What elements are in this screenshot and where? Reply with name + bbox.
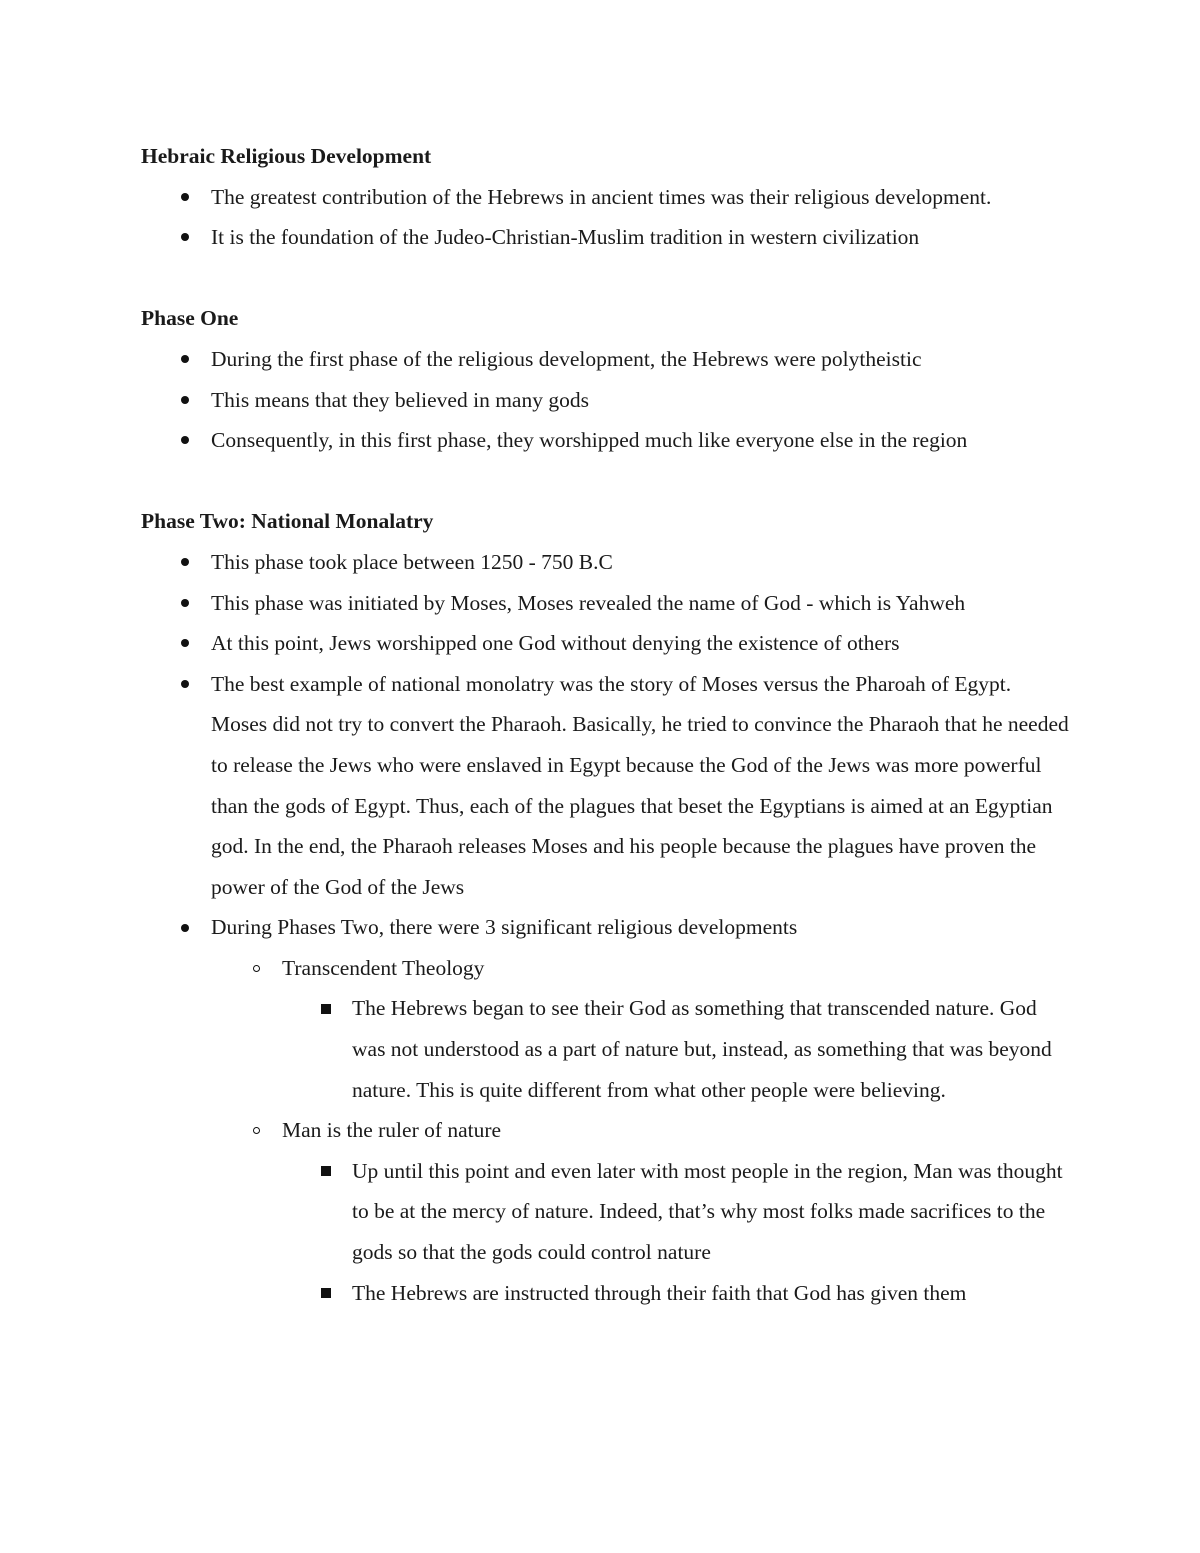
bullet-item [141,583,1071,624]
bullet-disc-icon [175,420,195,461]
bullet-text: It is the foundation of the Judeo-Christian-Muslim tradition in western civilization [211,225,920,250]
bullet-disc-icon [175,907,195,948]
bullet-disc-icon [175,542,195,583]
paragraph-spacer [141,258,1071,299]
bullet-disc-icon [175,623,195,664]
paragraph-spacer [141,461,1071,502]
bullet-disc-icon [175,583,195,624]
bullet-disc-icon [175,217,195,258]
bullet-circle-icon [246,1110,266,1151]
sub-bullet-item [141,1110,1071,1151]
sub-sub-bullet-item [141,1151,1071,1273]
bullet-disc-icon [175,339,195,380]
bullet-item [141,380,1071,421]
bullet-disc-icon [175,177,195,218]
bullet-item [141,542,1071,583]
bullet-square-icon [316,1273,336,1314]
bullet-text: This phase took place between 1250 - 750 B.C [211,549,613,574]
bullet-text: The best example of national monolatry was the story of Moses versus the Pharoah of Egypt. Moses did not try to convert the Pharaoh. Basically, he tried to convince the Pharaoh that he needed to release the Jews who were enslaved in Egypt because the God of the Jews was more powerful than the gods of Egypt. Thus, each of the plagues that beset the Egyptians is aimed at an Egyptian god. In the end, the Pharaoh releases Moses and his people because the plagues have proven the power of the God of the Jews [211,671,1069,899]
bullet-text: At this point, Jews worshipped one God without denying the existence of others [211,631,900,656]
bullet-text: The greatest contribution of the Hebrews in ancient times was their religious development. [211,184,992,209]
sub-sub-bullet-item [141,988,1071,1110]
bullet-disc-icon [175,380,195,421]
sub-sub-bullet-text: Up until this point and even later with most people in the region, Man was thought to be at the mercy of nature. Indeed, that’s why most folks made sacrifices to the gods so that the gods could control nature [352,1158,1063,1265]
bullet-square-icon [316,988,336,1029]
bullet-item [141,664,1071,908]
bullet-disc-icon [175,664,195,705]
bullet-text: During the first phase of the religious development, the Hebrews were polytheistic [211,346,922,371]
bullet-text: This means that they believed in many gods [211,387,589,412]
section-heading: Phase Two: National Monalatry [141,509,434,534]
bullet-item [141,339,1071,380]
section-heading: Hebraic Religious Development [141,144,432,168]
bullet-item [141,177,1071,218]
sub-bullet-item [141,948,1071,989]
bullet-circle-icon [246,948,266,989]
bullet-square-icon [316,1151,336,1192]
bullet-item [141,907,1071,948]
bullet-text: Consequently, in this first phase, they worshipped much like everyone else in the region [211,428,968,453]
bullet-item [141,623,1071,664]
sub-bullet-text: Transcendent Theology [282,955,485,980]
sub-sub-bullet-text: The Hebrews are instructed through their faith that God has given them [352,1280,967,1305]
document-body [141,136,1071,1313]
bullet-item [141,420,1071,461]
bullet-text: During Phases Two, there were 3 significant religious developments [211,915,798,940]
bullet-text: This phase was initiated by Moses, Moses revealed the name of God - which is Yahweh [211,590,966,615]
section-heading: Phase One [141,306,239,331]
bullet-item [141,217,1071,258]
sub-sub-bullet-item [141,1273,1071,1314]
sub-bullet-text: Man is the ruler of nature [282,1118,502,1143]
sub-sub-bullet-text: The Hebrews began to see their God as something that transcended nature. God was not understood as a part of nature but, instead, as something that was beyond nature. This is quite different from what other people were believing. [352,996,1052,1102]
